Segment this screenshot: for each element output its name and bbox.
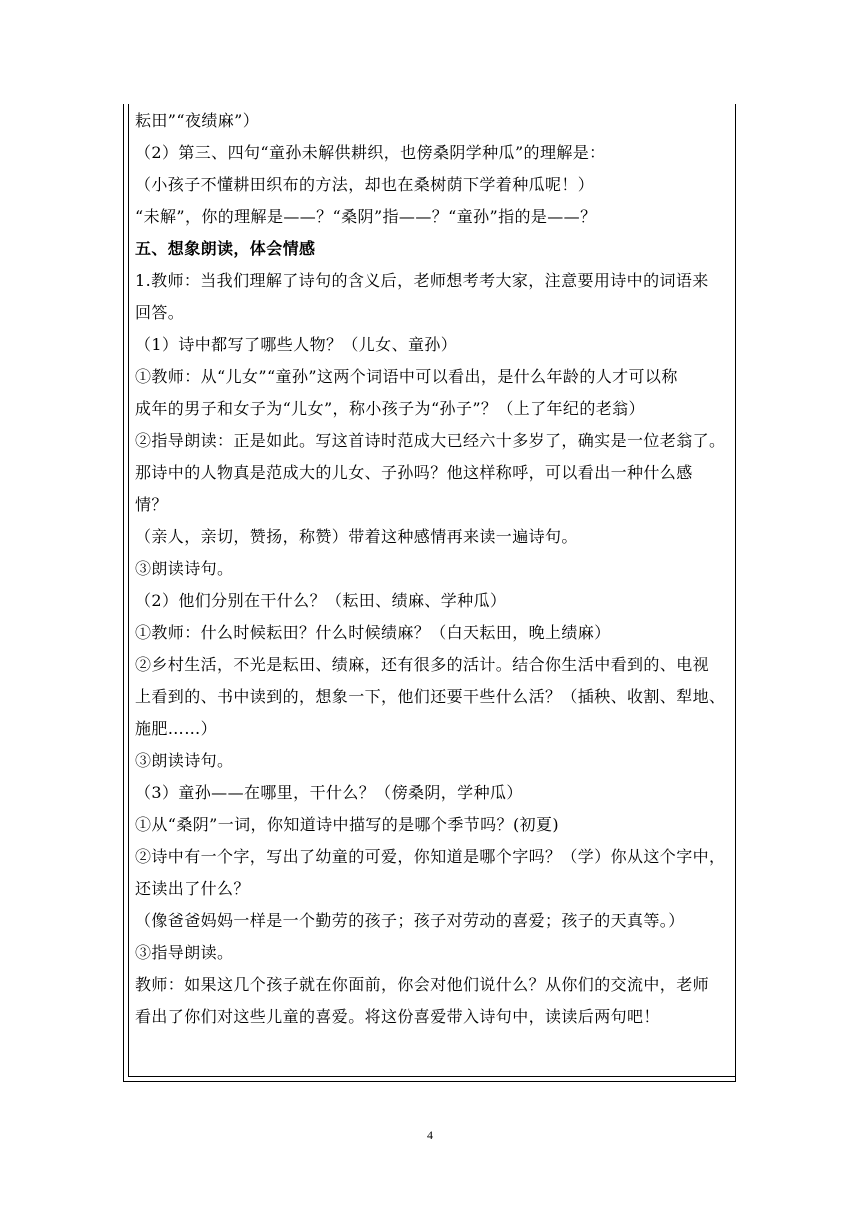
text-line: 成年的男子和女子为“儿女”，称小孩子为“孙子”？（上了年纪的老翁） [135,399,645,418]
table-inner-left-rule [128,104,129,1076]
table-inner-bottom-rule [128,1076,736,1077]
page-number: 4 [427,1128,433,1142]
text-line: （像爸爸妈妈一样是一个勤劳的孩子；孩子对劳动的喜爱；孩子的天真等。） [135,911,685,930]
text-line: （1）诗中都写了哪些人物？（儿女、童孙） [135,335,458,354]
section-heading: 五、想象朗读，体会情感 [135,239,316,258]
text-line: （小孩子不懂耕田织布的方法，却也在桑树荫下学着种瓜呢！） [135,175,595,194]
text-line: （2）第三、四句“童孙未解供耕织，也傍桑阴学种瓜”的理解是： [135,143,606,162]
text-line: ②指导朗读：正是如此。写这首诗时范成大已经六十多岁了，确实是一位老翁了。 [135,431,726,450]
text-line: 回答。 [135,303,185,322]
text-line: ③指导朗读。 [135,943,234,962]
table-cell-content [135,105,733,1033]
text-line: ③朗读诗句。 [135,559,234,578]
text-line: ①教师：什么时候耘田？什么时候绩麻？（白天耘田，晚上绩麻） [135,623,611,642]
text-line: ①从“桑阴”一词，你知道诗中描写的是哪个季节吗？(初夏) [135,815,560,834]
text-line: （3）童孙——在哪里，干什么？（傍桑阴，学种瓜） [135,783,523,802]
text-line: ③朗读诗句。 [135,751,234,770]
text-line: ②乡村生活，不光是耘田、绩麻，还有很多的活计。结合你生活中看到的、电视 [135,655,710,674]
text-line: 看出了你们对这些儿童的喜爱。将这份喜爱带入诗句中，读读后两句吧！ [135,1007,660,1026]
text-line: 施肥……） [135,719,218,738]
text-line: 耘田”“夜绩麻”） [135,111,260,130]
text-line: 教师：如果这几个孩子就在你面前，你会对他们说什么？从你们的交流中，老师 [135,975,710,994]
text-line: 还读出了什么？ [135,879,250,898]
text-line: （亲人，亲切，赞扬，称赞）带着这种感情再来读一遍诗句。 [135,527,578,546]
text-line: 上看到的、书中读到的，想象一下，他们还要干些什么活？（插秧、收割、犁地、 [135,687,726,706]
text-line: 情？ [135,495,168,514]
text-line: ②诗中有一个字，写出了幼童的可爱，你知道是哪个字吗？（学）你从这个字中， [135,847,726,866]
text-line: （2）他们分别在干什么？（耘田、绩麻、学种瓜） [135,591,507,610]
text-line: 那诗中的人物真是范成大的儿女、子孙吗？他这样称呼，可以看出一种什么感 [135,463,693,482]
text-line: “未解”，你的理解是——？“桑阴”指——？“童孙”指的是——？ [135,207,597,226]
text-line: ①教师：从“儿女”“童孙”这两个词语中可以看出，是什么年龄的人才可以称 [135,367,678,386]
text-line: 1.教师：当我们理解了诗句的含义后，老师想考考大家，注意要用诗中的词语来 [135,271,709,290]
